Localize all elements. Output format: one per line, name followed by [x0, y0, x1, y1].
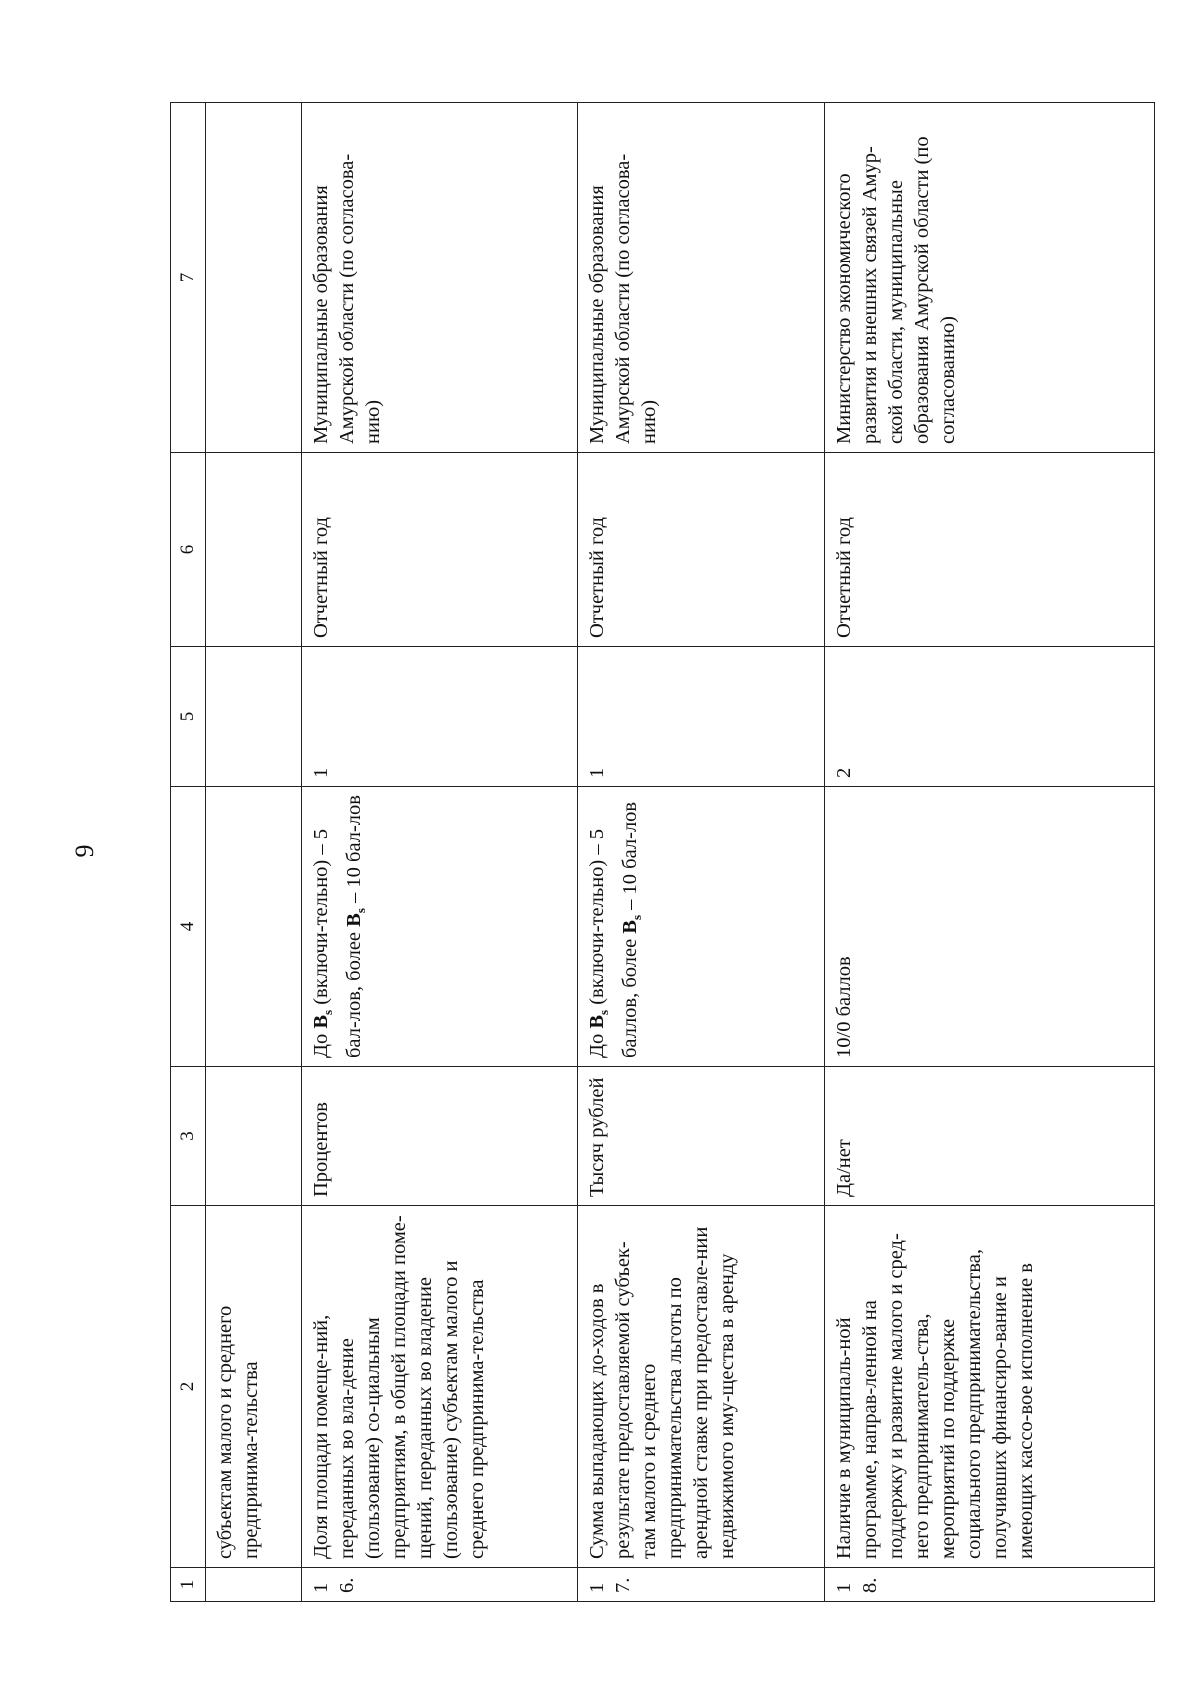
cell-number: 17. [578, 1568, 825, 1602]
criteria-symbol: $B_s$ [586, 1009, 612, 1029]
cell-responsible: Муниципальные образования Амурской области (по согласова-нию) [302, 103, 578, 453]
cell-empty [206, 103, 302, 453]
column-header-6: 6 [171, 453, 206, 647]
criteria-symbol: $B_s$ [310, 1009, 336, 1029]
column-header-1: 1 [171, 1568, 206, 1602]
table-row [302, 103, 578, 1602]
criteria-middle: (включи-тельно) – 5 бал-лов, более [310, 828, 366, 1058]
page-number: 9 [70, 844, 99, 858]
cell-number: 18. [825, 1568, 1155, 1602]
column-header-4: 4 [171, 787, 206, 1067]
cell-responsible: Министерство экономического развития и внешних связей Амур-ской области, муниципальные образования Амурской области (по согласованию) [825, 103, 1155, 453]
cell-weight: 1 [578, 647, 825, 787]
criteria-symbol: $B_s$ [343, 908, 369, 927]
cell-period: Отчетный год [578, 453, 825, 647]
criteria-suffix: – 10 бал-лов [619, 801, 642, 910]
cell-description: Доля площади помеще-ний, переданных во вла-дение (пользование) со-циальным предприятиям, в общей площади поме-щений, переданных во владение (пользование) субъектам малого и среднего предпринима-тельства [302, 1206, 578, 1568]
cell-empty [206, 453, 302, 647]
cell-empty [206, 1568, 302, 1602]
criteria-symbol: $B_s$ [619, 914, 645, 934]
criteria-prefix: До [586, 1033, 608, 1058]
table-row [825, 103, 1155, 1602]
cell-description: Сумма выпадающих до-ходов в результате предоставляемой субъек-там малого и среднего предпринимательства льготы по арендной ставке при предоставле-нии недвижимого иму-щества в аренду [578, 1206, 825, 1568]
continuation-row [206, 103, 302, 1602]
cell-period: Отчетный год [302, 453, 578, 647]
indicator-table [170, 102, 1155, 1602]
table-row [578, 103, 825, 1602]
column-header-2: 2 [171, 1206, 206, 1568]
column-header-5: 5 [171, 647, 206, 787]
criteria-prefix: До [310, 1033, 332, 1058]
cell-criteria [302, 787, 578, 1067]
cell-criteria [578, 787, 825, 1067]
cell-number: 16. [302, 1568, 578, 1602]
cell-criteria: 10/0 баллов [825, 787, 1155, 1067]
cell-empty [206, 647, 302, 787]
cell-empty [206, 787, 302, 1067]
cell-unit: Тысяч рублей [578, 1067, 825, 1206]
table-header-row [171, 103, 206, 1602]
cell-weight: 1 [302, 647, 578, 787]
cell-description: Наличие в муниципаль-ной программе, направ-ленной на поддержку и развитие малого и сред-него предприниматель-ства, мероприятий по поддержке социального предпринимательства, получивших финансиро-вание и имеющих кассо-вое исполнение в [825, 1206, 1155, 1568]
cell-period: Отчетный год [825, 453, 1155, 647]
criteria-suffix: – 10 бал-лов [343, 795, 366, 903]
cell-weight: 2 [825, 647, 1155, 787]
cell-unit: Процентов [302, 1067, 578, 1206]
cell-description: субъектам малого и среднего предпринима-тельства [206, 1206, 302, 1568]
criteria-middle: (включи-тельно) – 5 баллов, более [586, 828, 642, 1058]
column-header-3: 3 [171, 1067, 206, 1206]
cell-unit: Да/нет [825, 1067, 1155, 1206]
cell-responsible: Муниципальные образования Амурской области (по согласова-нию) [578, 103, 825, 453]
cell-empty [206, 1067, 302, 1206]
column-header-7: 7 [171, 103, 206, 453]
